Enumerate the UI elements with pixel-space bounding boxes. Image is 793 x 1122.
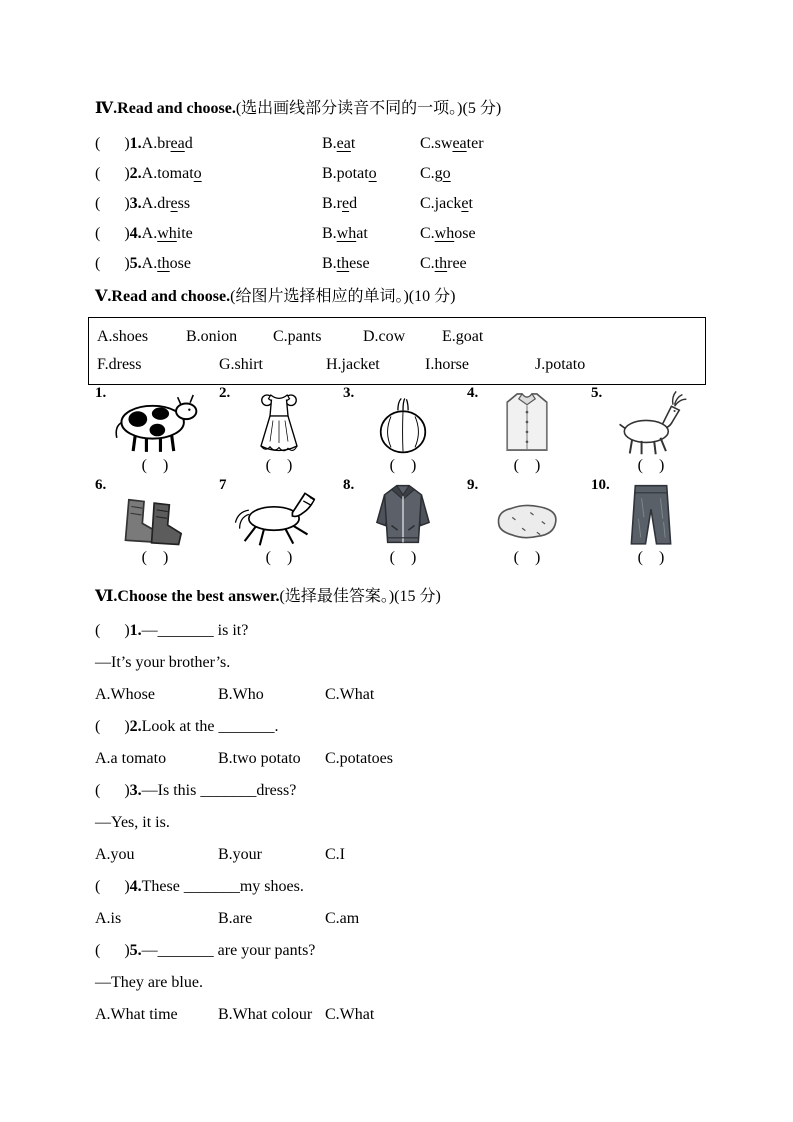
word-post: ss	[177, 195, 191, 212]
picture-item-1	[93, 385, 217, 477]
phonics-row-2	[95, 159, 720, 189]
option-b: B.your	[218, 846, 262, 863]
question-2	[95, 711, 720, 743]
picture-item-2	[217, 385, 341, 477]
exam-page	[95, 97, 720, 1031]
question-text: Look at the _______.	[141, 718, 279, 735]
phonics-5-col-c	[420, 255, 467, 273]
section-v-subtitle: (给图片选择相应的单词。)(10 分)	[230, 288, 456, 305]
question-3-options	[95, 839, 720, 871]
item-number: 7	[219, 477, 227, 493]
answer-paren: ( )	[389, 549, 417, 566]
section-iv-subtitle: (选出画线部分读音不同的一项。)(5 分)	[235, 100, 502, 117]
option-label: C.	[420, 225, 435, 242]
picture-item-8	[341, 477, 465, 569]
phonics-3-col-c	[420, 195, 473, 213]
word-post: d	[184, 135, 193, 152]
word-underlined: th	[157, 255, 170, 272]
word-bank-box	[88, 317, 706, 385]
option-b: B.What colour	[218, 1006, 313, 1023]
word-bank-row-2	[97, 351, 705, 379]
dress-image	[217, 387, 341, 455]
answer-paren: ( )	[95, 165, 130, 182]
word-underlined: wh	[336, 225, 357, 242]
option-label: B.	[322, 225, 337, 242]
question-5-options	[95, 999, 720, 1031]
answer-paren: ( )	[141, 549, 169, 566]
phonics-3-col-a	[95, 195, 322, 213]
bank-word-b: B.onion	[186, 328, 238, 345]
picture-grid-row-2	[93, 477, 717, 569]
bank-word-c: C.pants	[273, 328, 322, 345]
phonics-1-col-b	[322, 135, 420, 153]
option-a: A.you	[95, 846, 135, 863]
word-post: ose	[169, 255, 191, 272]
answer-paren: ( )	[95, 942, 130, 959]
answer-paren: ( )	[513, 457, 541, 474]
phonics-row-4	[95, 219, 720, 249]
option-b: B.are	[218, 910, 253, 927]
answer-paren: ( )	[265, 549, 293, 566]
word-underlined: ea	[452, 135, 467, 152]
section-v-heading	[95, 285, 720, 309]
section-v-numeral: Ⅴ.	[95, 288, 112, 305]
bank-word-a: A.shoes	[97, 328, 149, 345]
phonics-row-3	[95, 189, 720, 219]
item-number: 5.	[591, 385, 603, 401]
word-post: ose	[454, 225, 476, 242]
phonics-row-1	[95, 129, 720, 159]
phonics-row-5	[95, 249, 720, 279]
goat-image	[589, 387, 713, 455]
option-c: C.What	[325, 1006, 375, 1023]
question-4	[95, 871, 720, 903]
question-number: 2.	[129, 165, 142, 182]
question-5	[95, 935, 720, 967]
section-v-title: Read and choose.	[111, 288, 231, 305]
word-underlined: e	[461, 195, 469, 212]
jacket-image	[341, 479, 465, 547]
phonics-2-col-b	[322, 165, 420, 183]
word-post: ese	[349, 255, 370, 272]
option-label: C.	[420, 255, 435, 272]
option-b: B.two potato	[218, 750, 301, 767]
reply-text: —It’s your brother’s.	[95, 654, 231, 671]
answer-paren: ( )	[637, 457, 665, 474]
item-number: 10.	[591, 477, 610, 493]
answer-paren: ( )	[95, 878, 130, 895]
option-a: A.What time	[95, 1006, 178, 1023]
option-b: B.Who	[218, 686, 264, 703]
word-post: ree	[447, 255, 467, 272]
section-iv-heading	[95, 97, 720, 121]
picture-item-9	[465, 477, 589, 569]
question-1-reply	[95, 647, 720, 679]
bank-word-d: D.cow	[363, 328, 406, 345]
item-number: 2.	[219, 385, 231, 401]
section-vi-numeral: Ⅵ.	[95, 588, 118, 605]
item-number: 8.	[343, 477, 355, 493]
option-label: B.	[322, 255, 337, 272]
bank-word-e: E.goat	[442, 328, 484, 345]
question-1	[95, 615, 720, 647]
onion-image	[341, 387, 465, 455]
word-pre: dr	[157, 195, 171, 212]
option-a: A.is	[95, 910, 122, 927]
word-pre: r	[336, 195, 342, 212]
answer-paren: ( )	[95, 782, 130, 799]
question-1-options	[95, 679, 720, 711]
potato-image	[465, 479, 589, 547]
item-number: 4.	[467, 385, 479, 401]
answer-paren: ( )	[637, 549, 665, 566]
word-pre: jack	[434, 195, 462, 212]
option-label: A.	[141, 135, 158, 152]
phonics-5-col-a	[95, 255, 322, 273]
answer-paren: ( )	[265, 457, 293, 474]
section-vi-heading	[95, 585, 720, 609]
question-number: 5.	[129, 255, 142, 272]
option-label: B.	[322, 195, 337, 212]
option-c: C.What	[325, 686, 375, 703]
picture-grid-row-1	[93, 385, 717, 477]
question-number: 3.	[129, 195, 142, 212]
answer-paren: ( )	[513, 549, 541, 566]
question-3	[95, 775, 720, 807]
option-label: A.	[141, 195, 158, 212]
item-number: 6.	[95, 477, 107, 493]
option-c: C.I	[325, 846, 345, 863]
item-number: 9.	[467, 477, 479, 493]
picture-item-5	[589, 385, 713, 477]
phonics-4-col-c	[420, 225, 476, 243]
word-post: t	[468, 195, 473, 212]
word-underlined: th	[434, 255, 448, 272]
question-text: —_______ are your pants?	[141, 942, 316, 959]
cow-image	[93, 387, 217, 455]
phonics-4-col-a	[95, 225, 322, 243]
word-underlined: o	[442, 165, 451, 182]
option-a: A.Whose	[95, 686, 155, 703]
question-number: 5.	[129, 942, 142, 959]
question-text: These _______my shoes.	[141, 878, 304, 895]
picture-item-4	[465, 385, 589, 477]
word-post: ite	[176, 225, 193, 242]
word-pre: g	[434, 165, 443, 182]
word-underlined: th	[336, 255, 350, 272]
question-number: 1.	[129, 622, 142, 639]
word-underlined: ea	[336, 135, 351, 152]
word-post: ter	[466, 135, 484, 152]
answer-paren: ( )	[95, 255, 130, 272]
word-underlined: e	[170, 195, 178, 212]
item-number: 1.	[95, 385, 107, 401]
question-4-options	[95, 903, 720, 935]
phonics-3-col-b	[322, 195, 420, 213]
word-post: at	[356, 225, 368, 242]
shirt-image	[465, 387, 589, 455]
picture-item-10	[589, 477, 713, 569]
word-underlined: ea	[170, 135, 185, 152]
option-label: C.	[420, 195, 435, 212]
bank-word-h: H.jacket	[326, 356, 380, 373]
question-number: 1.	[129, 135, 142, 152]
word-pre: sw	[434, 135, 453, 152]
answer-paren: ( )	[95, 195, 130, 212]
word-underlined: o	[193, 165, 202, 182]
picture-item-3	[341, 385, 465, 477]
answer-paren: ( )	[141, 457, 169, 474]
answer-paren: ( )	[389, 457, 417, 474]
word-pre: potat	[336, 165, 369, 182]
picture-item-6	[93, 477, 217, 569]
question-number: 4.	[129, 225, 142, 242]
shoes-image	[93, 479, 217, 547]
question-number: 3.	[129, 782, 142, 799]
phonics-1-col-a	[95, 135, 322, 153]
reply-text: —They are blue.	[95, 974, 203, 991]
option-label: B.	[322, 165, 337, 182]
question-2-options	[95, 743, 720, 775]
question-text: —Is this _______dress?	[141, 782, 297, 799]
answer-paren: ( )	[95, 718, 130, 735]
bank-word-g: G.shirt	[219, 356, 263, 373]
bank-word-j: J.potato	[535, 356, 586, 373]
picture-item-7	[217, 477, 341, 569]
phonics-2-col-a	[95, 165, 322, 183]
option-label: C.	[420, 135, 435, 152]
option-label: B.	[322, 135, 337, 152]
question-number: 2.	[129, 718, 142, 735]
word-underlined: wh	[434, 225, 455, 242]
option-label: A.	[141, 165, 158, 182]
word-underlined: e	[342, 195, 350, 212]
answer-paren: ( )	[95, 225, 130, 242]
word-underlined: o	[368, 165, 377, 182]
word-pre: br	[157, 135, 171, 152]
option-label: C.	[420, 165, 435, 182]
word-bank-row-1	[97, 323, 705, 351]
phonics-4-col-b	[322, 225, 420, 243]
bank-word-f: F.dress	[97, 356, 142, 373]
phonics-5-col-b	[322, 255, 420, 273]
option-a: A.a tomato	[95, 750, 167, 767]
word-pre: tomat	[157, 165, 194, 182]
answer-paren: ( )	[95, 135, 130, 152]
option-c: C.potatoes	[325, 750, 393, 767]
reply-text: —Yes, it is.	[95, 814, 170, 831]
section-iv-numeral: Ⅳ.	[95, 100, 118, 117]
answer-paren: ( )	[95, 622, 130, 639]
bank-word-i: I.horse	[425, 356, 469, 373]
word-underlined: wh	[157, 225, 177, 242]
question-number: 4.	[129, 878, 142, 895]
option-label: A.	[141, 255, 158, 272]
question-text: —_______ is it?	[141, 622, 249, 639]
option-label: A.	[141, 225, 158, 242]
section-iv-title: Read and choose.	[117, 100, 236, 117]
item-number: 3.	[343, 385, 355, 401]
horse-image	[217, 479, 341, 547]
option-c: C.am	[325, 910, 360, 927]
question-3-reply	[95, 807, 720, 839]
phonics-1-col-c	[420, 135, 484, 153]
section-vi-subtitle: (选择最佳答案。)(15 分)	[279, 588, 441, 605]
question-5-reply	[95, 967, 720, 999]
word-post: t	[350, 135, 356, 152]
word-post: d	[349, 195, 358, 212]
phonics-2-col-c	[420, 165, 451, 183]
section-vi-title: Choose the best answer.	[117, 588, 280, 605]
